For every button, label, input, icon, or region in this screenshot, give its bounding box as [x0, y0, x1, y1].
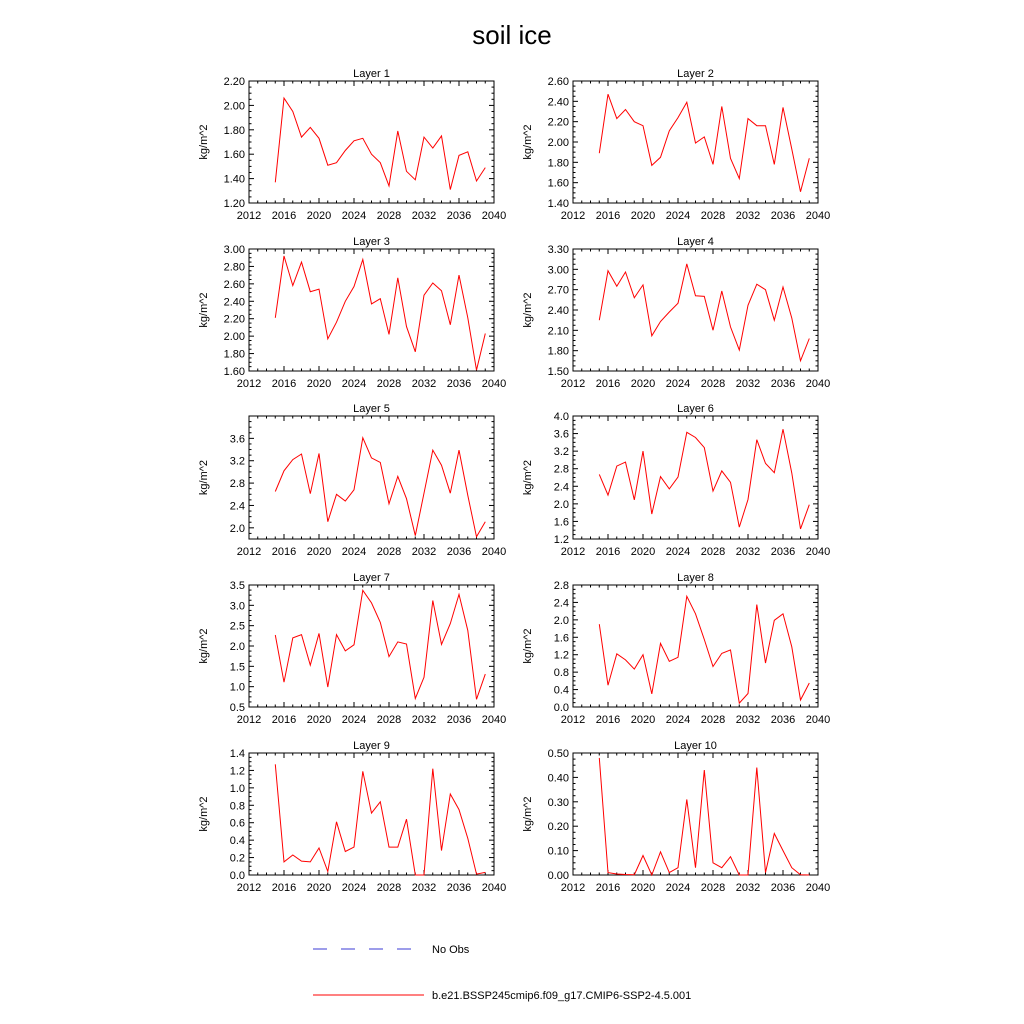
y-tick-label: 2.40: [223, 296, 245, 309]
x-tick-label: 2036: [770, 210, 796, 222]
y-tick-label: 0.2: [229, 852, 245, 865]
panel-title: Layer 5: [353, 403, 390, 415]
x-tick-label: 2036: [446, 882, 472, 894]
y-tick-label: 1.5: [229, 661, 245, 674]
x-tick-label: 2016: [595, 546, 621, 558]
x-tick-label: 2020: [306, 378, 332, 390]
panel-9: [198, 740, 506, 894]
x-tick-label: 2016: [271, 882, 297, 894]
x-tick-label: 2020: [630, 546, 656, 558]
y-axis-label: kg/m^2: [522, 628, 534, 664]
x-tick-label: 2020: [306, 210, 332, 222]
x-tick-label: 2040: [805, 882, 831, 894]
y-tick-label: 0.20: [547, 821, 569, 834]
y-tick-label: 1.6: [553, 516, 569, 529]
x-tick-label: 2028: [700, 378, 726, 390]
y-tick-label: 1.0: [229, 681, 245, 694]
y-tick-label: 1.40: [223, 173, 245, 186]
x-tick-label: 2012: [560, 546, 586, 558]
y-tick-label: 0.00: [547, 870, 569, 882]
y-tick-label: 2.20: [223, 313, 245, 326]
legend-label-no-obs: No Obs: [432, 944, 470, 956]
series-line: [599, 429, 809, 529]
x-tick-label: 2028: [376, 882, 402, 894]
y-tick-label: 2.4: [553, 481, 569, 494]
x-tick-label: 2020: [630, 882, 656, 894]
y-tick-label: 2.0: [229, 641, 245, 653]
figure-title: soil ice: [472, 20, 552, 50]
y-tick-label: 0.30: [547, 796, 569, 809]
panel-8: [522, 572, 830, 726]
x-tick-label: 2032: [735, 378, 761, 390]
plot-frame: [249, 416, 494, 539]
y-tick-label: 2.8: [229, 478, 245, 491]
y-tick-label: 3.2: [229, 455, 245, 468]
series-line: [599, 758, 809, 875]
x-tick-label: 2024: [341, 882, 367, 894]
x-tick-label: 2028: [700, 714, 726, 726]
plot-frame: [249, 249, 494, 371]
y-tick-label: 2.40: [547, 96, 569, 109]
y-axis-label: kg/m^2: [198, 628, 210, 664]
y-tick-label: 1.2: [553, 649, 569, 662]
y-tick-label: 2.0: [553, 498, 569, 511]
x-tick-label: 2012: [560, 882, 586, 894]
y-tick-label: 1.20: [223, 198, 245, 210]
plot-frame: [573, 753, 818, 875]
panel-2: [522, 68, 830, 222]
x-tick-label: 2032: [411, 882, 437, 894]
legend: [313, 944, 691, 1002]
y-tick-label: 3.2: [553, 446, 569, 459]
x-tick-label: 2036: [446, 210, 472, 222]
y-tick-label: 2.5: [229, 620, 245, 633]
panel-10: [522, 740, 830, 894]
y-axis-label: kg/m^2: [522, 459, 534, 496]
y-tick-label: 1.80: [223, 124, 245, 137]
y-tick-label: 1.80: [547, 157, 569, 170]
y-tick-label: 3.30: [547, 244, 569, 256]
x-tick-label: 2032: [735, 714, 761, 726]
x-tick-label: 2020: [630, 210, 656, 222]
panel-1: [198, 68, 506, 222]
x-tick-label: 2036: [446, 378, 472, 390]
y-axis-label: kg/m^2: [198, 124, 210, 160]
series-line: [275, 764, 485, 875]
y-tick-label: 2.8: [553, 580, 569, 592]
x-tick-label: 2036: [770, 714, 796, 726]
panel-title: Layer 3: [353, 236, 390, 248]
y-tick-label: 1.60: [223, 149, 245, 162]
y-tick-label: 3.6: [229, 433, 245, 446]
y-tick-label: 4.0: [553, 411, 569, 423]
y-tick-label: 2.20: [223, 76, 245, 88]
y-tick-label: 0.6: [229, 817, 245, 830]
x-tick-label: 2012: [560, 714, 586, 726]
y-tick-label: 0.5: [229, 702, 245, 714]
panels: [198, 68, 830, 894]
y-tick-label: 1.6: [553, 632, 569, 645]
x-tick-label: 2024: [665, 378, 691, 390]
y-axis-label: kg/m^2: [522, 292, 534, 328]
x-tick-label: 2040: [805, 378, 831, 390]
y-tick-label: 2.0: [553, 614, 569, 627]
y-tick-label: 1.2: [553, 534, 569, 546]
panel-5: [198, 403, 506, 558]
x-tick-label: 2028: [376, 714, 402, 726]
y-tick-label: 2.00: [547, 137, 569, 149]
plot-frame: [573, 249, 818, 371]
x-tick-label: 2032: [735, 882, 761, 894]
x-tick-label: 2016: [271, 714, 297, 726]
x-tick-label: 2024: [665, 882, 691, 894]
panel-6: [522, 403, 830, 558]
x-tick-label: 2016: [271, 546, 297, 558]
y-tick-label: 1.0: [229, 782, 245, 795]
y-axis-label: kg/m^2: [198, 292, 210, 328]
x-tick-label: 2028: [700, 546, 726, 558]
x-tick-label: 2040: [481, 714, 507, 726]
panel-title: Layer 7: [353, 572, 390, 584]
plot-frame: [573, 416, 818, 539]
x-tick-label: 2028: [376, 546, 402, 558]
y-tick-label: 1.80: [547, 345, 569, 358]
panel-title: Layer 6: [677, 403, 714, 415]
x-tick-label: 2024: [341, 714, 367, 726]
panel-3: [198, 236, 506, 390]
x-tick-label: 2016: [595, 882, 621, 894]
plot-frame: [249, 81, 494, 203]
x-tick-label: 2040: [805, 546, 831, 558]
x-tick-label: 2028: [376, 378, 402, 390]
y-tick-label: 1.50: [547, 366, 569, 378]
x-tick-label: 2040: [481, 210, 507, 222]
panel-title: Layer 9: [353, 740, 390, 752]
y-axis-label: kg/m^2: [522, 796, 534, 832]
y-tick-label: 2.00: [223, 100, 245, 113]
x-tick-label: 2016: [595, 714, 621, 726]
x-tick-label: 2016: [595, 210, 621, 222]
x-tick-label: 2024: [665, 546, 691, 558]
y-tick-label: 2.80: [223, 261, 245, 274]
y-tick-label: 2.10: [547, 325, 569, 338]
y-tick-label: 2.4: [553, 597, 569, 610]
series-line: [599, 94, 809, 192]
y-tick-label: 2.0: [229, 522, 245, 535]
y-tick-label: 0.10: [547, 845, 569, 858]
series-line: [599, 264, 809, 361]
x-tick-label: 2032: [735, 210, 761, 222]
y-tick-label: 2.70: [547, 284, 569, 297]
y-axis-label: kg/m^2: [522, 124, 534, 160]
panel-title: Layer 8: [677, 572, 714, 584]
y-tick-label: 3.5: [229, 580, 245, 592]
y-tick-label: 0.8: [229, 800, 245, 813]
x-tick-label: 2024: [665, 714, 691, 726]
y-tick-label: 3.00: [223, 244, 245, 256]
x-tick-label: 2028: [700, 882, 726, 894]
y-tick-label: 0.8: [553, 667, 569, 680]
x-tick-label: 2012: [236, 714, 262, 726]
x-tick-label: 2020: [306, 714, 332, 726]
x-tick-label: 2024: [665, 210, 691, 222]
x-tick-label: 2020: [306, 546, 332, 558]
y-tick-label: 2.4: [229, 500, 245, 513]
panel-title: Layer 4: [677, 236, 714, 248]
y-tick-label: 1.80: [223, 348, 245, 361]
x-tick-label: 2032: [411, 546, 437, 558]
panel-title: Layer 1: [353, 68, 390, 80]
y-tick-label: 1.2: [229, 765, 245, 778]
series-line: [275, 438, 485, 537]
y-tick-label: 1.60: [547, 177, 569, 190]
y-tick-label: 2.40: [547, 305, 569, 317]
series-line: [599, 596, 809, 703]
y-axis-label: kg/m^2: [198, 459, 210, 496]
series-line: [275, 590, 485, 699]
y-tick-label: 0.4: [229, 835, 245, 848]
x-tick-label: 2040: [481, 882, 507, 894]
x-tick-label: 2020: [630, 378, 656, 390]
y-tick-label: 2.60: [547, 76, 569, 88]
x-tick-label: 2032: [411, 714, 437, 726]
x-tick-label: 2012: [236, 546, 262, 558]
y-tick-label: 2.8: [553, 463, 569, 476]
y-tick-label: 0.4: [553, 684, 569, 697]
y-tick-label: 1.4: [229, 748, 245, 760]
x-tick-label: 2024: [341, 378, 367, 390]
x-tick-label: 2024: [341, 546, 367, 558]
y-tick-label: 0.0: [553, 702, 569, 714]
x-tick-label: 2036: [446, 714, 472, 726]
legend-label-model: b.e21.BSSP245cmip6.f09_g17.CMIP6-SSP2-4.5.001: [432, 990, 692, 1002]
y-tick-label: 2.20: [547, 116, 569, 129]
x-tick-label: 2040: [805, 714, 831, 726]
x-tick-label: 2036: [770, 378, 796, 390]
y-tick-label: 0.50: [547, 748, 569, 760]
x-tick-label: 2028: [376, 210, 402, 222]
plot-frame: [249, 753, 494, 875]
x-tick-label: 2020: [630, 714, 656, 726]
x-tick-label: 2036: [446, 546, 472, 558]
x-tick-label: 2032: [735, 546, 761, 558]
panel-7: [198, 572, 506, 726]
panel-title: Layer 10: [674, 740, 717, 752]
plot-frame: [573, 585, 818, 707]
x-tick-label: 2040: [805, 210, 831, 222]
x-tick-label: 2032: [411, 378, 437, 390]
series-line: [275, 98, 485, 190]
x-tick-label: 2012: [236, 210, 262, 222]
y-tick-label: 3.00: [547, 264, 569, 277]
x-tick-label: 2028: [700, 210, 726, 222]
y-tick-label: 2.00: [223, 331, 245, 344]
y-tick-label: 3.6: [553, 428, 569, 441]
y-tick-label: 0.0: [229, 870, 245, 882]
y-tick-label: 3.0: [229, 600, 245, 613]
series-line: [275, 256, 485, 370]
x-tick-label: 2020: [306, 882, 332, 894]
x-tick-label: 2012: [236, 378, 262, 390]
x-tick-label: 2016: [271, 378, 297, 390]
x-tick-label: 2024: [341, 210, 367, 222]
x-tick-label: 2012: [560, 378, 586, 390]
panel-title: Layer 2: [677, 68, 714, 80]
x-tick-label: 2036: [770, 882, 796, 894]
y-tick-label: 0.40: [547, 772, 569, 785]
y-tick-label: 1.40: [547, 198, 569, 210]
y-tick-label: 2.60: [223, 278, 245, 291]
x-tick-label: 2040: [481, 546, 507, 558]
y-axis-label: kg/m^2: [198, 796, 210, 832]
x-tick-label: 2012: [236, 882, 262, 894]
x-tick-label: 2032: [411, 210, 437, 222]
x-tick-label: 2012: [560, 210, 586, 222]
x-tick-label: 2040: [481, 378, 507, 390]
x-tick-label: 2016: [595, 378, 621, 390]
x-tick-label: 2016: [271, 210, 297, 222]
x-tick-label: 2036: [770, 546, 796, 558]
panel-4: [522, 236, 830, 390]
y-tick-label: 1.60: [223, 366, 245, 378]
